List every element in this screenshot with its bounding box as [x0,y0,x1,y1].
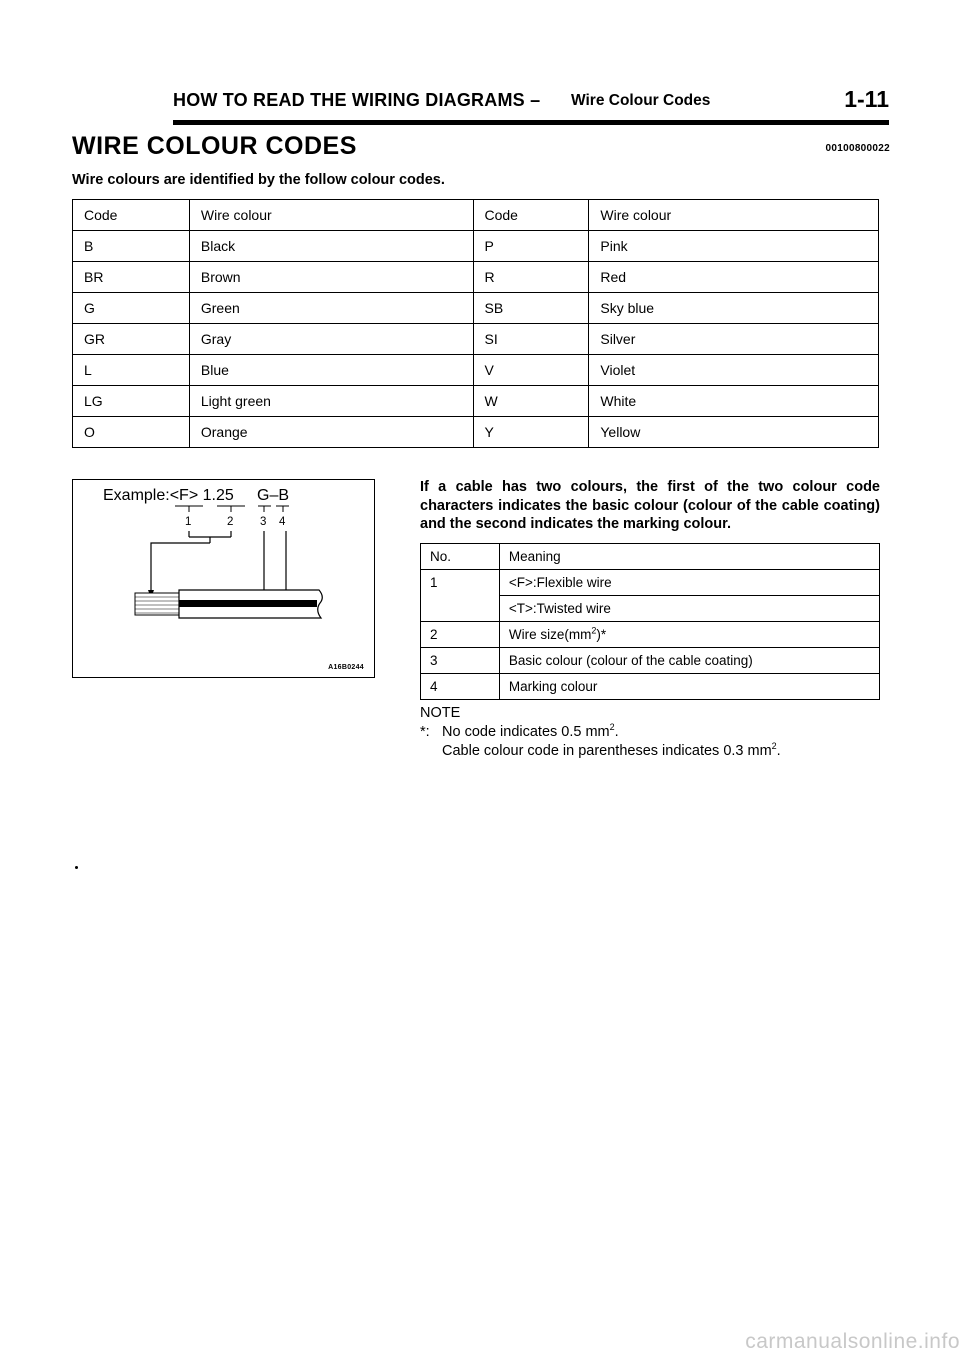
wire-colour-table [72,199,879,448]
cell-wire-colour: Sky blue [589,293,879,324]
section-title: WIRE COLOUR CODES [72,132,357,160]
cell-wire-colour: Silver [589,324,879,355]
cell-code: R [473,262,589,293]
header-meaning: Meaning [499,544,879,570]
cell-wire-colour: Pink [589,231,879,262]
table-row [73,386,879,417]
cell-code: SI [473,324,589,355]
row-number: 4 [421,674,500,700]
table-header-row [421,544,880,570]
watermark-text: carmanualsonline.info [745,1330,960,1353]
running-header [173,86,889,125]
header-code: Code [473,200,589,231]
cell-code: V [473,355,589,386]
note-block [420,704,781,761]
row-meaning: <F>:Flexible wire [499,570,879,596]
note-title: NOTE [420,705,461,721]
header-wire-colour: Wire colour [189,200,473,231]
cell-wire-colour: Red [589,262,879,293]
leader-lines [151,531,286,593]
header-no: No. [421,544,500,570]
cell-wire-colour: Green [189,293,473,324]
cell-wire-colour: White [589,386,879,417]
example-number-4: 4 [279,516,286,528]
meaning-table [420,543,880,700]
row-meaning: Marking colour [499,674,879,700]
table-row [73,231,879,262]
cell-code: BR [73,262,190,293]
table-row [421,648,880,674]
cell-code: GR [73,324,190,355]
row-meaning: Wire $size(mm^2)*$ [499,622,879,648]
example-number-3: 3 [260,516,267,528]
table-row [73,324,879,355]
cell-code: LG [73,386,190,417]
cell-wire-colour: Violet [589,355,879,386]
table-row [73,262,879,293]
table-row [73,293,879,324]
table-row [73,417,879,448]
example-number-2: 2 [227,516,234,528]
table-row [421,622,880,648]
header-wire-colour: Wire colour [589,200,879,231]
header-main-title: HOW TO READ THE WIRING DIAGRAMS – [173,90,541,110]
header-subtitle: Wire Colour Codes [571,92,711,109]
row-meaning: <T>:Twisted wire [499,596,879,622]
header-code: Code [73,200,190,231]
cell-code: Y [473,417,589,448]
cell-code: O [73,417,190,448]
row-number: 2 [421,622,500,648]
example-code: G–B [257,487,290,504]
cell-wire-colour: Orange [189,417,473,448]
table-row [421,674,880,700]
document-code: 00100800022 [825,143,890,154]
row-number: 3 [421,648,500,674]
stray-dot [75,866,78,869]
example-label: Example:<F> 1.25 [103,487,234,504]
table-row [73,355,879,386]
cable-drawing [135,590,322,618]
cell-code: W [473,386,589,417]
wire-example-figure [72,479,375,678]
example-number-1: 1 [185,516,192,528]
cell-wire-colour: Yellow [589,417,879,448]
cell-code: SB [473,293,589,324]
intro-text: Wire colours are identified by the follow colour codes. [72,172,445,188]
page-number: 1-11 [844,86,889,112]
two-colour-explanation: If a cable has two colours, the first of the two colour code characters indicates the basic colour (colour of the cable coating) and the second indicates the marking colour. [420,479,880,532]
wire-example-diagram [73,480,376,679]
cell-code: G [73,293,190,324]
row-meaning: Basic colour (colour of the cable coating) [499,648,879,674]
code-underline-ticks [175,506,289,512]
cell-wire-colour: Gray [189,324,473,355]
cell-code: L [73,355,190,386]
cell-code: B [73,231,190,262]
cell-wire-colour: Black [189,231,473,262]
figure-id: A16B0244 [328,664,364,671]
row-number: 1 [421,570,500,622]
table-header-row [73,200,879,231]
cell-code: P [473,231,589,262]
note-line-2: Cable colour code in parentheses indicates 0.3 $mm^2$. [442,741,781,759]
cell-wire-colour: Light green [189,386,473,417]
cell-wire-colour: Blue [189,355,473,386]
cell-wire-colour: Brown [189,262,473,293]
table-row [421,570,880,596]
note-line-1: *: No code indicates 0.5 $mm^2$. [420,722,619,740]
